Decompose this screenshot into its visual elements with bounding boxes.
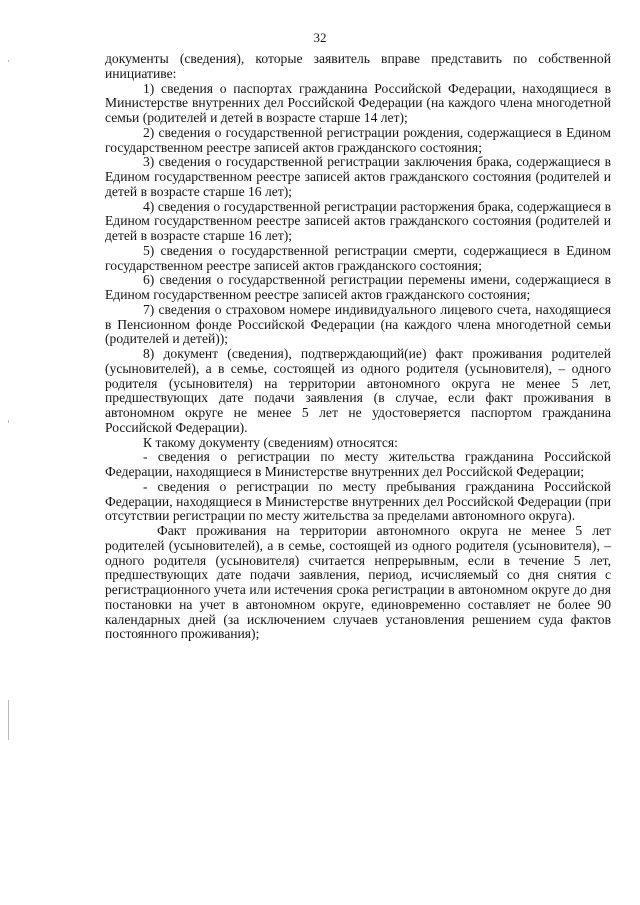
list-item-8: 8) документ (сведения), подтверждающий(ие) факт проживания родителей (усыновителей), а в семье, состоящей из одного родителя (усыновителя), – одного родителя (усыновителя) на территории автономного округа не менее 5 лет, предшествующих дате подачи заявления (в случае, если факт проживания в автономном округе не менее 5 лет не удостоверяется паспортом гражданина Российской Федерации). [105,346,611,435]
sub-item-residence: - сведения о регистрации по месту жительства гражданина Российской Федерации, находящиеся в Министерстве внутренних дел Российской Федерации; [105,449,611,479]
list-item-2: 2) сведения о государственной регистрации рождения, содержащиеся в Едином государственном реестре записей актов гражданского состояния; [105,124,611,155]
list-item-4: 4) сведения о государственной регистрации расторжения брака, содержащиеся в Едином государственном реестре записей актов гражданского состояния (родителей и детей в возрасте старше 16 лет); [105,198,611,243]
paragraph-continuity: Факт проживания на территории автономного округа не менее 5 лет родителей (усыновителей), а в семье, состоящей из одного родителя (усыновителя), – одного родителя (усыновителя) считается непрерывным, если в течение 5 лет, предшествующих дате подачи заявления, период, исчисляемый со дня снятия с регистрационного учета или истечения срока регистрации в автономном округе до дня постановки на учет в автономном округе, единовременно составляет не более 90 календарных дней (за исключением случаев установления решением суда фактов постоянного проживания); [105,523,611,642]
scan-margin-line [8,420,9,423]
list-item-3: 3) сведения о государственной регистрации заключения брака, содержащиеся в Едином государственном реестре записей актов гражданского состояния (родителей и детей в возрасте старше 16 лет); [105,154,611,199]
scan-margin-line [8,60,9,62]
list-item-6: 6) сведения о государственной регистрации перемены имени, содержащиеся в Едином государственном реестре записей актов гражданского состояния; [105,272,611,302]
list-item-7: 7) сведения о страховом номере индивидуального лицевого счета, находящиеся в Пенсионном фонде Российской Федерации (на каждого члена многодетной семьи (родителей и детей)); [105,301,611,347]
list-item-1: 1) сведения о паспортах гражданина Российской Федерации, находящиеся в Министерстве внутренних дел Российской Федерации (на каждого члена многодетной семьи (родителей и детей в возрасте старше 14 лет); [105,80,611,125]
page-number: 32 [313,30,327,45]
document-body [105,52,611,642]
paragraph-intro: документы (сведения), которые заявитель вправе представить по собственной инициативе: [105,51,611,81]
paragraph-document-types: К такому документу (сведениям) относятся: [143,434,398,450]
sub-item-stay: - сведения о регистрации по месту пребывания гражданина Российской Федерации, находящиеся в Министерстве внутренних дел Российской Федерации (при отсутствии регистрации по месту жительства за пределами автономного округа). [105,478,611,524]
scan-margin-line [8,700,9,740]
list-item-5: 5) сведения о государственной регистрации смерти, содержащиеся в Едином государственном реестре записей актов гражданского состояния; [105,242,611,273]
